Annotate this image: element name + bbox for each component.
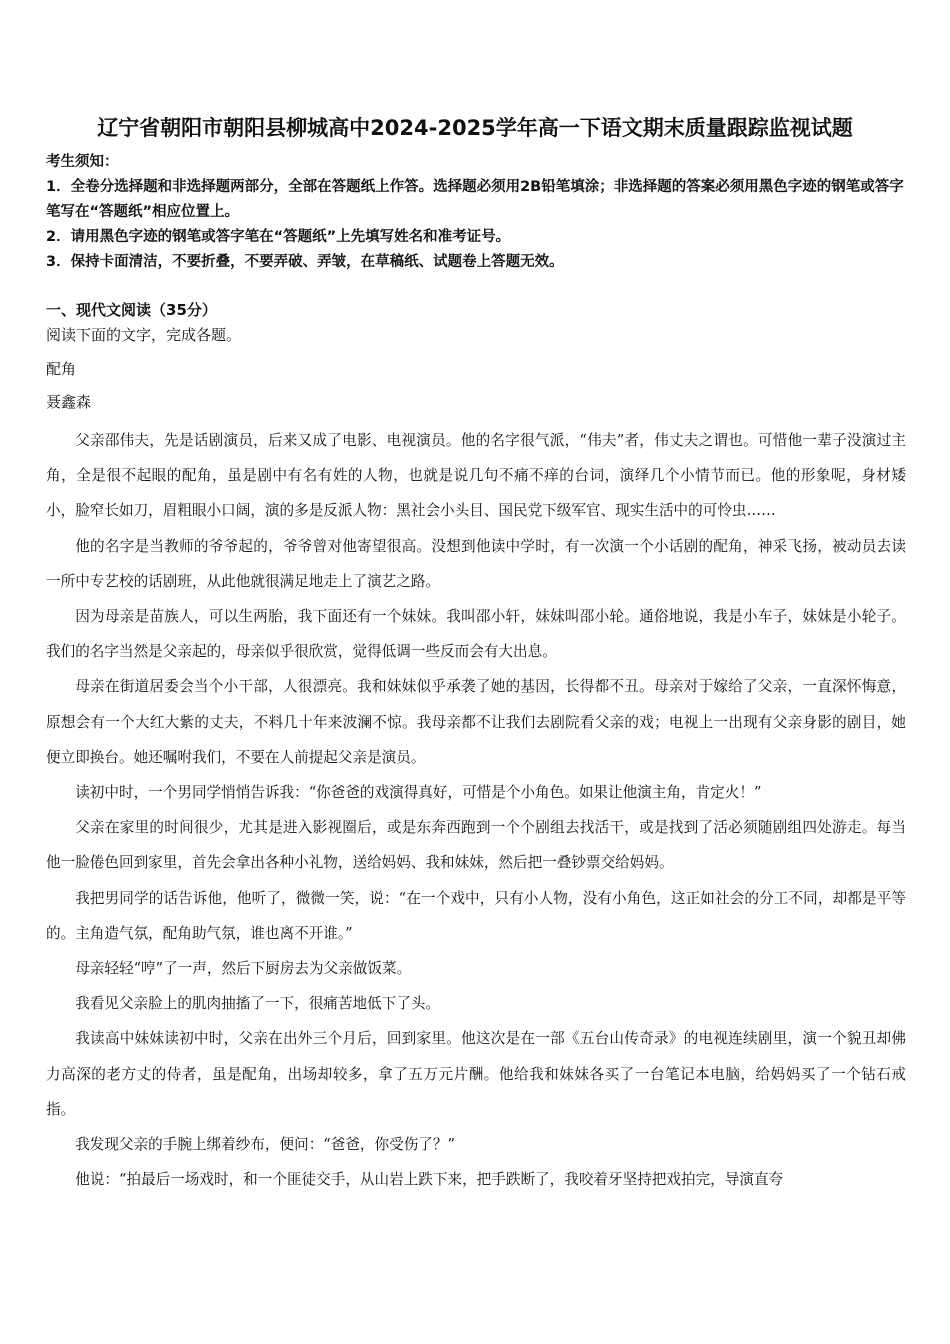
exam-title: 辽宁省朝阳市朝阳县柳城高中2024-2025学年高一下语文期末质量跟踪监视试题 — [97, 116, 853, 140]
section-heading: 一、现代文阅读（35分） — [46, 301, 217, 319]
paragraph: 母亲在街道居委会当个小干部，人很漂亮。我和妹妹似乎承袭了她的基因，长得都不丑。母亲对于嫁给了父亲，一直深怀悔意，原想会有一个大红大紫的丈夫，不料几十年来波澜不惊。我母亲都不让我们去剧院看父亲的戏；电视上一出现有父亲身影的剧目，她便立即换台。她还嘱咐我们，不要在人前提起父亲是演员。 — [46, 678, 906, 766]
paragraph: 父亲邵伟夫，先是话剧演员，后来又成了电影、电视演员。他的名字很气派，“伟夫”者，伟丈夫之谓也。可惜他一辈子没演过主角，全是很不起眼的配角，虽是剧中有名有姓的人物，也就是说几句不痛不痒的台词，演绎几个小情节而已。他的形象呢，身材矮小，脸窄长如刀，眉粗眼小口阔，演的多是反派人物：黑社会小头目、国民党下级军官、现实生活中的可怜虫…… — [46, 432, 906, 520]
notice-item: 1．全卷分选择题和非选择题两部分，全部在答题纸上作答。选择题必须用2B铅笔填涂；非选择题的答案必须用黑色字迹的钢笔或答字笔写在“答题纸”相应位置上。 — [46, 179, 904, 220]
article-body — [46, 423, 906, 1197]
paragraph: 他说：“拍最后一场戏时，和一个匪徒交手，从山岩上跌下来，把手跌断了，我咬着牙坚持把戏拍完，导演直夸 — [75, 1171, 784, 1189]
paragraph: 父亲在家里的时间很少，尤其是进入影视圈后，或是东奔西跑到一个个剧组去找活干，或是找到了活必须随剧组四处游走。每当他一脸倦色回到家里，首先会拿出各种小礼物，送给妈妈、我和妹妹，然后把一叠钞票交给妈妈。 — [46, 819, 906, 872]
paragraph: 母亲轻轻“哼”了一声，然后下厨房去为父亲做饭菜。 — [75, 960, 412, 978]
notice-heading: 考生须知： — [46, 154, 119, 170]
candidate-notice — [46, 150, 906, 275]
paragraph: 我发现父亲的手腕上绑着纱布，便问：“爸爸，你受伤了？” — [75, 1136, 455, 1154]
paragraph: 我读高中妹妹读初中时，父亲在出外三个月后，回到家里。他这次是在一部《五台山传奇录》的电视连续剧里，演一个貌丑却佛力高深的老方丈的侍者，虽是配角，出场却较多，拿了五万元片酬。他给我和妹妹各买了一台笔记本电脑，给妈妈买了一个钻石戒指。 — [46, 1030, 906, 1118]
article-title: 配角 — [46, 360, 77, 378]
paragraph: 我看见父亲脸上的肌肉抽搐了一下，很痛苦地低下了头。 — [75, 995, 441, 1013]
article-author: 聂鑫森 — [46, 393, 92, 411]
notice-item: 2．请用黑色字迹的钢笔或答字笔在“答题纸”上先填写姓名和准考证号。 — [46, 229, 511, 245]
paragraph: 我把男同学的话告诉他，他听了，微微一笑，说：“在一个戏中，只有小人物，没有小角色，这正如社会的分工不同，却都是平等的。主角造气氛，配角助气氛，谁也离不开谁。” — [46, 889, 906, 942]
notice-item: 3．保持卡面清洁，不要折叠，不要弄破、弄皱，在草稿纸、试题卷上答题无效。 — [46, 254, 564, 270]
paragraph: 他的名字是当教师的爷爷起的，爷爷曾对他寄望很高。没想到他读中学时，有一次演一个小话剧的配角，神采飞扬，被动员去读一所中专艺校的话剧班，从此他就很满足地走上了演艺之路。 — [46, 537, 906, 590]
paragraph: 因为母亲是苗族人，可以生两胎，我下面还有一个妹妹。我叫邵小轩，妹妹叫邵小轮。通俗地说，我是小车子，妹妹是小轮子。我们的名字当然是父亲起的，母亲似乎很欣赏，觉得低调一些反而会有大出息。 — [46, 608, 906, 661]
reading-instruction: 阅读下面的文字，完成各题。 — [46, 326, 242, 344]
paragraph: 读初中时，一个男同学悄悄告诉我：“你爸爸的戏演得真好，可惜是个小角色。如果让他演主角，肯定火！” — [75, 784, 762, 802]
